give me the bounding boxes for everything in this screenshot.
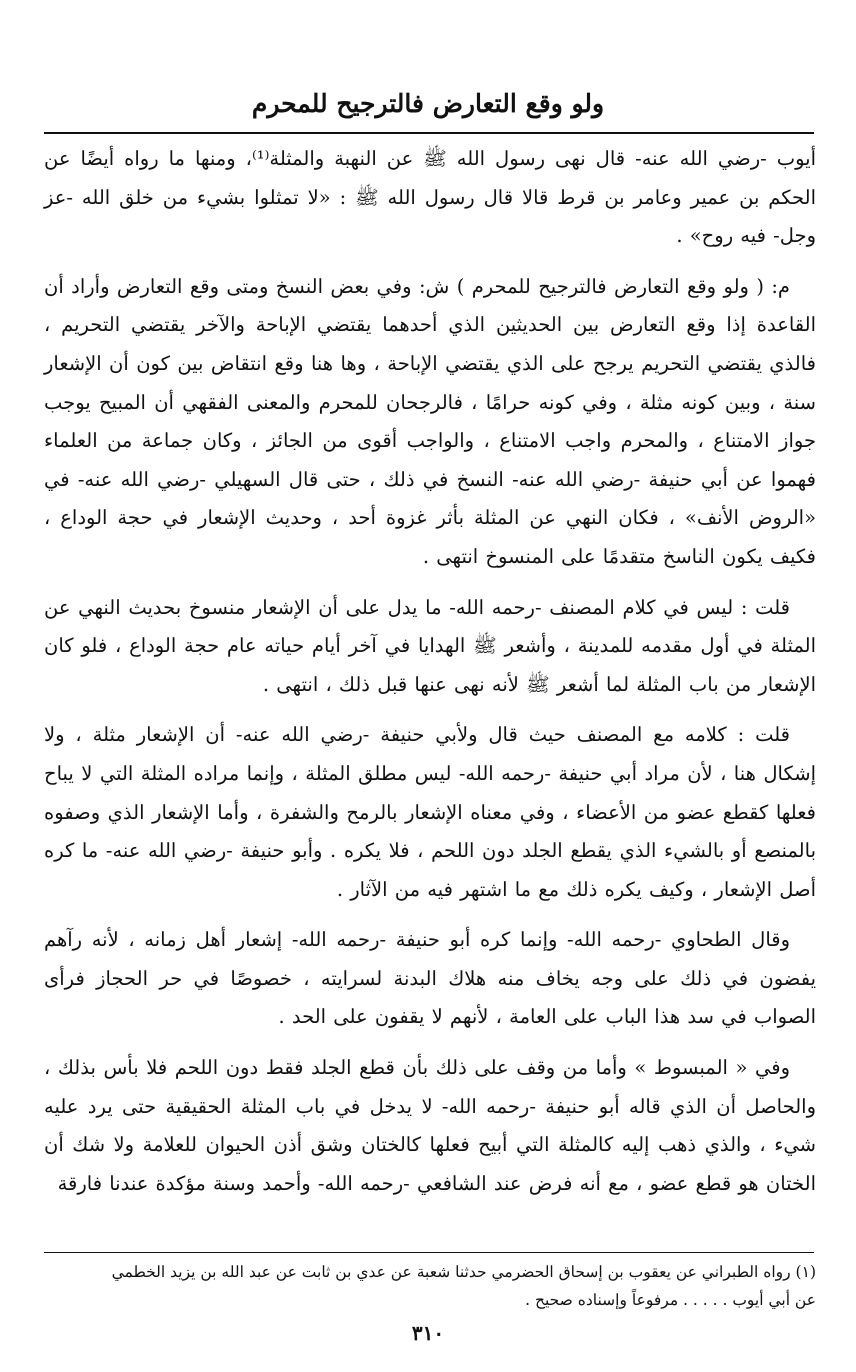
footnote [44,1258,816,1314]
paragraph-5: وقال الطحاوي -رحمه الله- وإنما كره أبو حنيفة -رحمه الله- إشعار أهل زمانه ، لأنه رآهم يفضون في ذلك على وجه يخاف منه هلاك البدنة لسرايته ، خصوصًا في حر الحجاز فرأى الصواب في سد هذا الباب على العامة ، لأنهم لا يقفون على الحد . [44,928,816,1029]
footnote-line-2: عن أبي أيوب . . . . . مرفوعاً وإسناده صحيح . [525,1291,816,1309]
header-rule [44,132,814,134]
footnote-line-1: (١) رواه الطبراني عن يعقوب بن إسحاق الحضرمي حدثنا شعبة عن عدي بن ثابت عن عبد الله بن يزيد الخطمي [111,1263,816,1281]
footnote-rule [44,1252,814,1253]
paragraph-6: وفي « المبسوط » وأما من وقف على ذلك بأن قطع الجلد فقط دون اللحم فلا بأس بذلك ، والحاصل أن الذي قاله أبو حنيفة -رحمه الله- لا يدخل في باب المثلة الحقيقية حتى يرد عليه شيء ، والذي ذهب إليه كالمثلة التي أبيح فعلها كالختان وشق أذن الحيوان للعلامة ولا شك أن الختان هو قطع عضو ، مع أنه فرض عند الشافعي -رحمه الله- وأحمد وسنة مؤكدة عندنا فارقة [44,1056,816,1195]
main-text [44,140,816,1215]
running-head: ولو وقع التعارض فالترجيح للمحرم [251,89,605,118]
paragraph-1: أيوب -رضي الله عنه- قال نهى رسول الله ﷺ عن النهبة والمثلة⁽¹⁾، ومنها ما رواه أيضًا عن الحكم بن عمير وعامر بن قرط قالا قال رسول الله ﷺ : «لا تمثلوا بشيء من خلق الله -عز وجل- فيه روح» . [44,147,817,248]
paragraph-2: م: ( ولو وقع التعارض فالترجيح للمحرم ) ش: وفي بعض النسخ ومتى وقع التعارض وأراد أن القاعدة إذا وقع التعارض بين الحديثين الذي أحدهما يقتضي الإباحة والآخر يقتضي التحريم ، فالذي يقتضي التحريم يرجح على الذي يقتضي الإباحة ، وها هنا وقع انتقاض بين كون أن الإشعار سنة ، وبين كونه مثلة ، وفي كونه حرامًا ، فالرجحان للمحرم والمعنى الفقهي أن المبيح يوجب جواز الامتناع ، والمحرم واجب الامتناع ، والواجب أقوى من الجائز ، وكان جماعة من العلماء فهموا عن أبي حنيفة -رضي الله عنه- النسخ في ذلك ، حتى قال السهيلي -رضي الله عنه- في «الروض الأنف» ، فكان النهي عن المثلة بأثر غزوة أحد ، وحديث الإشعار في حجة الوداع ، فكيف يكون الناسخ متقدمًا على المنسوخ انتهى . [44,274,816,568]
paragraph-4: قلت : كلامه مع المصنف حيث قال ولأبي حنيفة -رضي الله عنه- أن الإشعار مثلة ، ولا إشكال هنا ، لأن مراد أبي حنيفة -رحمه الله- ليس مطلق المثلة ، وإنما مراده المثلة التي لا يباح فعلها كقطع عضو من الأعضاء ، وفي معناه الإشعار بالرمح والشفرة ، وأما الإشعار الذي وصفوه بالمنصع أو بالشيء الذي يقطع الجلد دون اللحم ، فلا يكره . وأبو حنيفة -رضي الله عنه- ما كره أصل الإشعار ، وكيف يكره ذلك مع ما اشتهر فيه من الآثار . [44,723,816,901]
paragraph-3: قلت : ليس في كلام المصنف -رحمه الله- ما يدل على أن الإشعار منسوخ بحديث النهي عن المثلة في أول مقدمه للمدينة ، وأشعر ﷺ الهدايا في آخر أيام حياته عام حجة الوداع ، فلو كان الإشعار من باب المثلة لما أشعر ﷺ لأنه نهى عنها قبل ذلك ، انتهى . [44,595,816,696]
page-number: ٣١٠ [411,1321,445,1345]
